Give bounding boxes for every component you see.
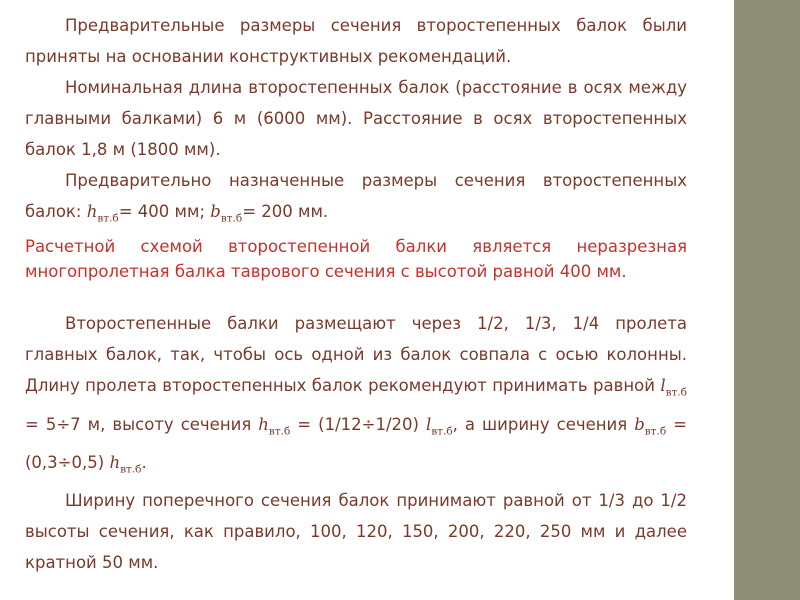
subscript: вт.б <box>644 424 667 437</box>
paragraph-nominal-length <box>25 72 687 165</box>
paragraph-preliminary-sizes <box>25 10 687 72</box>
subscript: вт.б <box>220 212 243 225</box>
paragraph-text: Расчетной схемой второстепенной балки является неразрезная многопролетная балка таврового сечения с высотой равной 400 мм. <box>25 237 687 282</box>
decorative-side-bar <box>734 0 800 600</box>
paragraph-text: Номинальная длина второстепенных балок (расстояние в осях между главными балками) 6 м (6000 мм). Расстояние в осях второстепенных балок 1,8 м (1800 мм). <box>25 78 687 159</box>
text-run: . <box>141 452 147 472</box>
text-run: = 200 мм. <box>242 202 329 221</box>
paragraph-text: Предварительные размеры сечения второстепенных балок были приняты на основании конструктивных рекомендаций. <box>25 16 687 66</box>
text-run: = 5÷7 м, высоту сечения <box>25 414 259 434</box>
subscript: вт.б <box>97 212 119 225</box>
variable-h: h <box>86 202 98 221</box>
paragraph-assigned-sizes <box>25 165 687 234</box>
variable-h: h <box>109 452 121 472</box>
subscript: вт.б <box>431 424 453 437</box>
subscript: вт.б <box>120 463 142 476</box>
variable-l: l <box>660 376 666 396</box>
subscript: вт.б <box>268 424 291 437</box>
paragraph-text: Ширину поперечного сечения балок принимают равной от 1/3 до 1/2 высоты сечения, как правило, 100, 120, 150, 200, 220, 250 мм и далее кратной 50 мм. <box>25 491 687 573</box>
text-run: = (1/12÷1/20) <box>290 414 426 434</box>
paragraph-design-scheme <box>25 234 687 284</box>
variable-h: h <box>258 414 269 434</box>
slide-content <box>25 10 687 578</box>
text-run: , а ширину сечения <box>452 414 635 434</box>
text-run: =(0,3÷0,5) <box>25 414 687 472</box>
spacer <box>25 284 687 308</box>
paragraph-cross-section-width <box>25 485 687 578</box>
text-run: Второстепенные балки размещают через 1/2, 1/3, 1/4 пролета главных балок, так, чтобы ось одной из балок совпала с осью колонны. Длину пролета второстепенных балок рекомендуют принимать равной <box>25 314 687 396</box>
variable-l: l <box>425 414 432 434</box>
variable-b: b <box>210 202 221 221</box>
subscript: вт.б <box>665 386 687 399</box>
variable-b: b <box>634 414 645 434</box>
text-run: = 400 мм; <box>118 202 211 221</box>
text-run: Предварительно назначенные размеры сечения второстепенных балок: <box>25 171 687 221</box>
paragraph-placement <box>25 308 687 485</box>
